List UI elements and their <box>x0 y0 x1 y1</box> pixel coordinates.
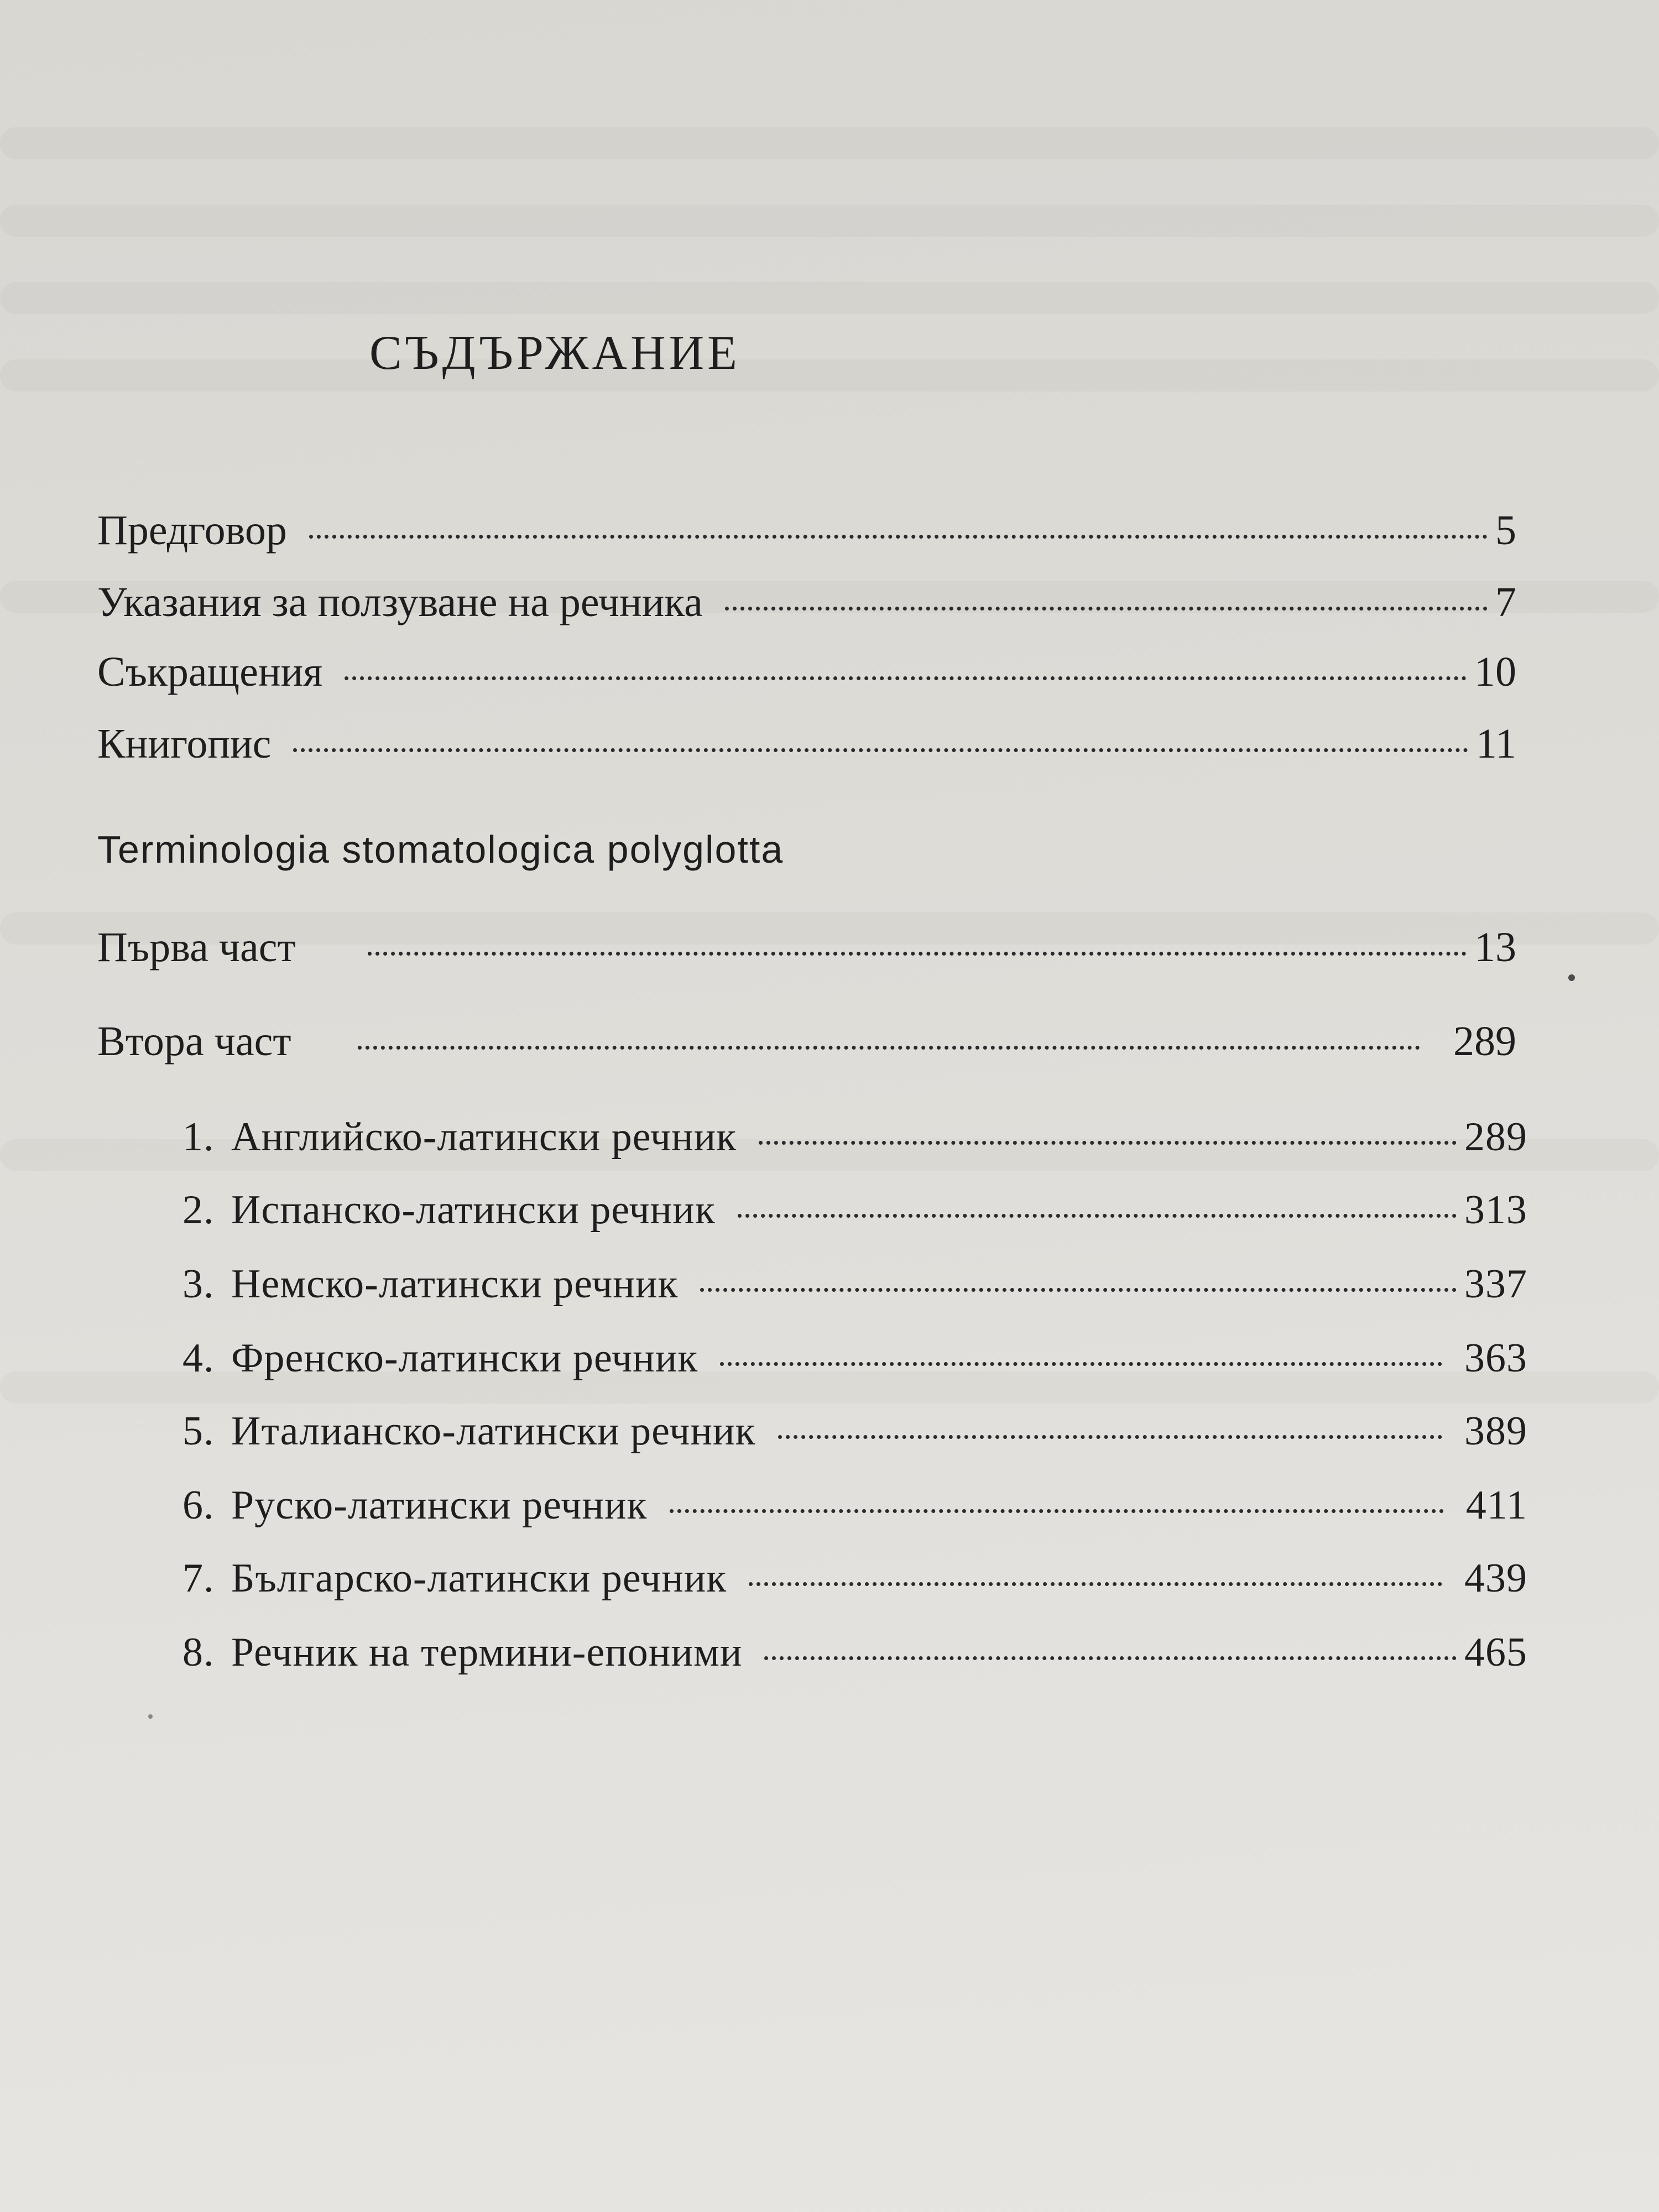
dot-leader <box>749 1582 1442 1586</box>
toc-entry-page: 465 <box>1464 1630 1527 1675</box>
dot-leader <box>358 1046 1420 1050</box>
dot-leader <box>738 1214 1457 1218</box>
dot-leader <box>700 1288 1457 1292</box>
toc-entry-number: 5. <box>182 1408 215 1454</box>
print-speck <box>148 1714 153 1719</box>
toc-entry <box>182 1187 1527 1234</box>
toc-entry-label: Руско-латински речник <box>231 1483 648 1528</box>
show-through-line <box>0 282 1659 314</box>
print-speck <box>1568 974 1575 981</box>
show-through-line <box>0 359 1659 392</box>
toc-entry-label: Съкращения <box>97 649 323 695</box>
toc-entry-page: 5 <box>1495 507 1516 554</box>
toc-entry-label: Книгопис <box>97 721 272 767</box>
toc-entry-label: Немско-латински речник <box>231 1261 679 1307</box>
toc-entry <box>97 720 1516 768</box>
toc-entry-page: 7 <box>1495 579 1516 625</box>
toc-entry-number: 2. <box>182 1187 215 1233</box>
toc-entry-label: Първа част <box>97 924 296 971</box>
toc-entry-label: Френско-латински речник <box>231 1335 698 1381</box>
dot-leader <box>778 1435 1442 1439</box>
dot-leader <box>720 1362 1442 1366</box>
toc-entry <box>97 1018 1516 1066</box>
toc-entry <box>182 1261 1527 1308</box>
toc-entry-page: 389 <box>1464 1408 1527 1454</box>
dot-leader <box>670 1509 1444 1513</box>
toc-entry-page: 11 <box>1475 721 1516 767</box>
toc-entry <box>182 1335 1527 1382</box>
toc-entry <box>97 924 1516 972</box>
show-through-line <box>0 127 1659 159</box>
toc-entry <box>182 1629 1527 1676</box>
toc-entry-label: Испанско-латински речник <box>231 1187 716 1233</box>
toc-entry <box>97 507 1516 555</box>
toc-entry <box>182 1114 1527 1161</box>
toc-entry-number: 8. <box>182 1630 215 1675</box>
dot-leader <box>764 1656 1457 1660</box>
dot-leader <box>309 535 1488 539</box>
toc-entry-page: 363 <box>1464 1335 1527 1381</box>
toc-entry-label: Английско-латински речник <box>231 1114 737 1160</box>
toc-entry <box>97 648 1516 696</box>
toc-entry-label: Втора част <box>97 1018 291 1065</box>
toc-entry <box>182 1482 1527 1529</box>
toc-entry <box>182 1555 1527 1602</box>
toc-entry-label: Италианско-латински речник <box>231 1408 756 1454</box>
toc-entry-number: 7. <box>182 1556 215 1601</box>
toc-entry-label: Речник на термини-епоними <box>231 1630 743 1675</box>
dot-leader <box>293 748 1468 752</box>
toc-entry-label: Указания за ползуване на речника <box>97 579 703 625</box>
dot-leader <box>368 952 1467 956</box>
toc-entry-number: 3. <box>182 1261 215 1307</box>
dot-leader <box>725 607 1488 611</box>
toc-entry-page: 337 <box>1464 1261 1527 1307</box>
toc-entry-page: 439 <box>1464 1556 1527 1601</box>
toc-entry-page: 313 <box>1464 1187 1527 1233</box>
dot-leader <box>345 676 1467 680</box>
show-through-line <box>0 205 1659 237</box>
toc-entry-page: 10 <box>1474 649 1516 695</box>
toc-entry-page: 13 <box>1474 924 1516 971</box>
toc-entry-page: 289 <box>1464 1114 1527 1160</box>
toc-entry-number: 4. <box>182 1335 215 1381</box>
toc-entry-number: 6. <box>182 1483 215 1528</box>
dot-leader <box>759 1141 1457 1145</box>
toc-entry-page: 289 <box>1453 1018 1516 1065</box>
toc-entry-number: 1. <box>182 1114 215 1160</box>
toc-entry-label: Българско-латински речник <box>231 1556 727 1601</box>
section-title: Terminologia stomatologica polyglotta <box>97 828 784 871</box>
contents-heading: СЪДЪРЖАНИЕ <box>369 326 740 380</box>
toc-entry <box>182 1408 1527 1455</box>
toc-entry-label: Предговор <box>97 507 287 554</box>
toc-entry-page: 411 <box>1465 1483 1527 1528</box>
toc-entry <box>97 578 1516 627</box>
